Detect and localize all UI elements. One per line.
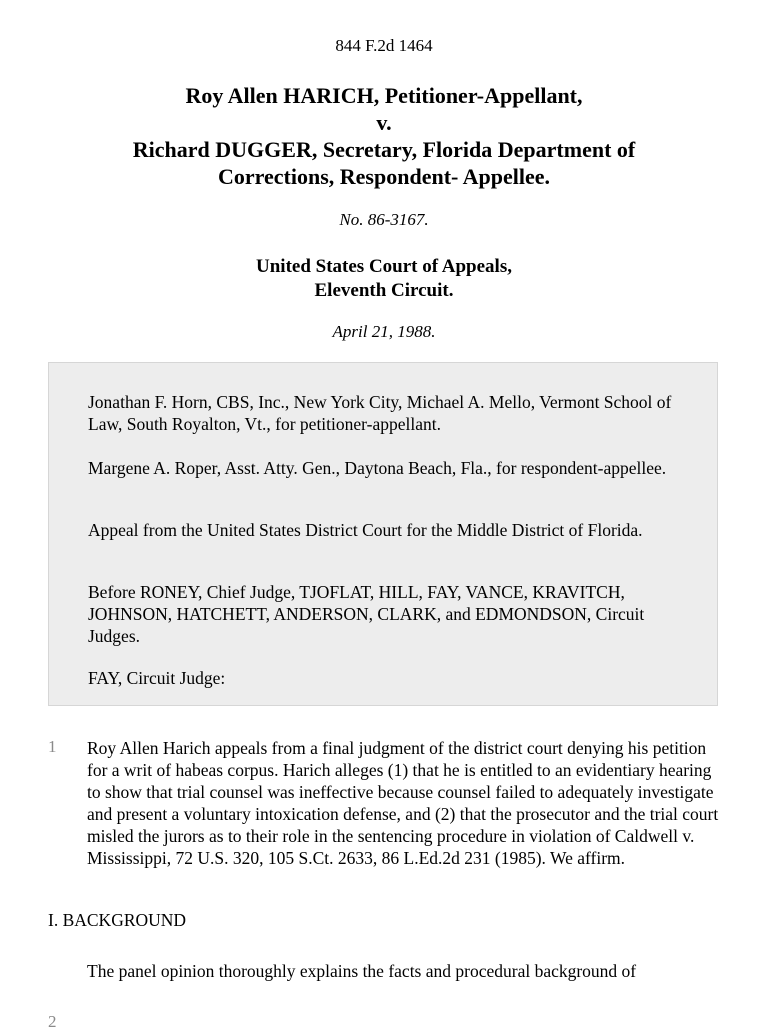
- court-name: [0, 255, 768, 303]
- paragraph-text: The panel opinion thoroughly explains the facts and procedural background of: [87, 961, 637, 981]
- panel-judges: Before RONEY, Chief Judge, TJOFLAT, HILL, FAY, VANCE, KRAVITCH, JOHNSON, HATCHETT, ANDERSON, CLARK, and EDMONDSON, Circuit Judges.: [88, 582, 645, 646]
- title-respondent-line1: Richard DUGGER, Secretary, Florida Department of: [132, 137, 636, 162]
- court-name-line1: United States Court of Appeals,: [256, 256, 512, 277]
- case-citation: 844 F.2d 1464: [335, 36, 433, 55]
- counsel-petitioner: Jonathan F. Horn, CBS, Inc., New York City, Michael A. Mello, Vermont School of Law, South Royalton, Vt., for petitioner-appellant.: [88, 392, 672, 434]
- title-petitioner: Roy Allen HARICH, Petitioner-Appellant,: [185, 83, 583, 108]
- title-versus: v.: [376, 110, 392, 135]
- counsel-respondent: Margene A. Roper, Asst. Atty. Gen., Daytona Beach, Fla., for respondent-appellee.: [88, 458, 667, 478]
- paragraph-number: 1: [48, 737, 57, 756]
- case-info-box: [48, 362, 718, 706]
- case-title: [40, 82, 728, 190]
- court-name-line2: Eleventh Circuit.: [314, 280, 454, 301]
- paragraph-number: 2: [48, 1012, 57, 1031]
- opinion-author: FAY, Circuit Judge:: [88, 668, 226, 688]
- section-heading: I. BACKGROUND: [48, 910, 187, 930]
- paragraph-text: Roy Allen Harich appeals from a final judgment of the district court denying his petition for a writ of habeas corpus. Harich alleges (1) that he is entitled to an evidentiary hearing to show that trial counsel was ineffective because counsel failed to adequately investigate and present a voluntary intoxication defense, and (2) that the prosecutor and the trial court misled the jurors as to their role in the sentencing procedure in violation of Caldwell v. Mississippi, 72 U.S. 320, 105 S.Ct. 2633, 86 L.Ed.2d 231 (1985). We affirm.: [87, 738, 719, 868]
- decision-date: April 21, 1988.: [332, 322, 436, 341]
- docket-number: No. 86-3167.: [339, 210, 429, 229]
- title-respondent-line2: Corrections, Respondent- Appellee.: [217, 164, 551, 189]
- appeal-from: Appeal from the United States District Court for the Middle District of Florida.: [88, 520, 643, 540]
